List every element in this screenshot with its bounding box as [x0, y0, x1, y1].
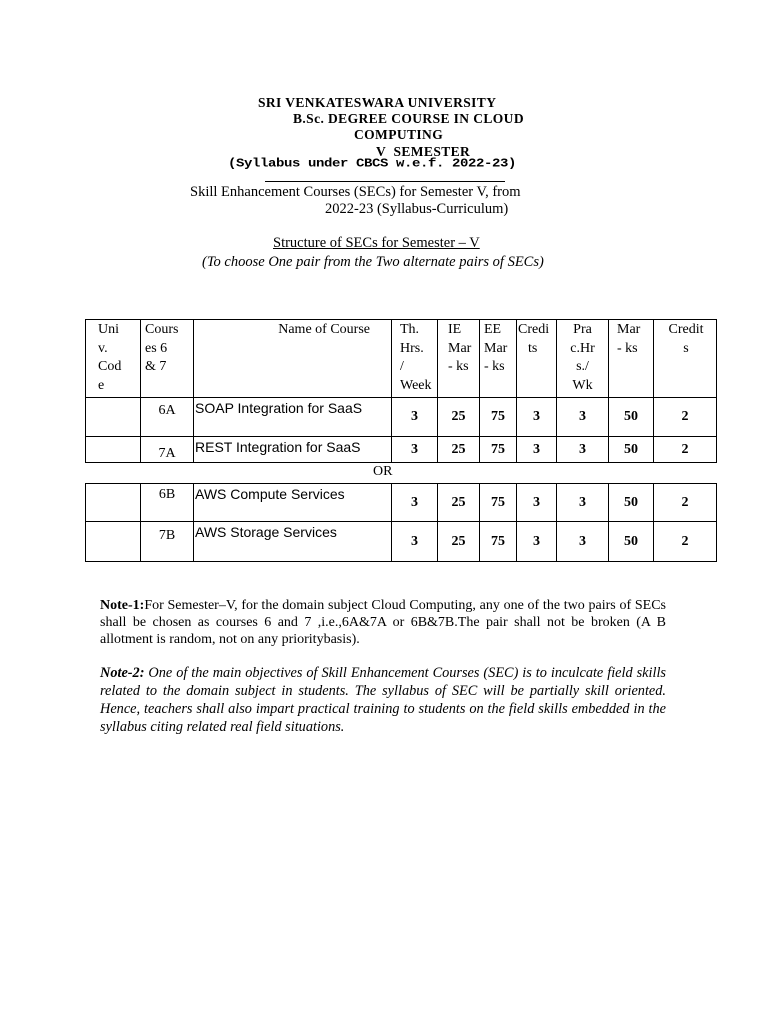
table-header-row: [86, 320, 717, 398]
note-2-text: One of the main objectives of Skill Enhancement Courses (SEC) is to inculcate field skills related to the domain subject in students. The syllabus of SEC will be partially skill oriented. Hence, teachers shall also impart practical training to students on the field skills embedded in the syllabus citing related real field situations.: [100, 665, 666, 735]
header-marks: Mar - ks: [609, 320, 654, 398]
credits-value: 3: [517, 522, 557, 562]
semester-title: V SEMESTER: [376, 144, 471, 159]
prac-hrs-value: 3: [557, 484, 609, 522]
marks-value: 50: [609, 484, 654, 522]
ee-marks-value: 75: [480, 398, 517, 437]
structure-title: Structure of SECs for Semester – V: [273, 235, 480, 251]
header-th-hrs: Th. Hrs. / Week: [392, 320, 438, 398]
credits-value: 3: [517, 398, 557, 437]
header-univ-code: Uni v. Cod e: [86, 320, 141, 398]
header-ie-marks: IE Mar - ks: [438, 320, 480, 398]
prac-credits-value: 2: [654, 437, 717, 463]
header-ee-marks: EE Mar - ks: [480, 320, 517, 398]
ee-marks-value: 75: [480, 522, 517, 562]
course-name: AWS Storage Services: [194, 522, 392, 562]
ie-marks-value: 25: [438, 484, 480, 522]
prac-hrs-value: 3: [557, 398, 609, 437]
header-rule: [265, 181, 505, 182]
th-hrs-value: 3: [392, 484, 438, 522]
ee-marks-value: 75: [480, 437, 517, 463]
course-name: REST Integration for SaaS: [194, 437, 392, 463]
marks-value: 50: [609, 522, 654, 562]
prac-credits-value: 2: [654, 484, 717, 522]
header-credits: Credi ts: [517, 320, 557, 398]
header-prac-hrs: Pra c.Hr s./ Wk: [557, 320, 609, 398]
sec-table-group-a: [85, 319, 717, 463]
intro-line2: 2022-23 (Syllabus-Curriculum): [325, 201, 509, 217]
th-hrs-value: 3: [392, 522, 438, 562]
structure-subtitle: (To choose One pair from the Two alternate pairs of SECs): [202, 254, 544, 270]
credits-value: 3: [517, 484, 557, 522]
th-hrs-value: 3: [392, 437, 438, 463]
course-code: 6A: [141, 398, 194, 437]
univ-code-cell: [86, 437, 141, 463]
note-1-text: For Semester–V, for the domain subject Cloud Computing, any one of the two pairs of SECs shall be chosen as courses 6 and 7 ,i.e.,6A&7A or 6B&7B.The pair shall not be broken (A B allotment is random, not on any prioritybasis).: [100, 598, 666, 647]
header-prac-credits: Credit s: [654, 320, 717, 398]
syllabus-note: (Syllabus under CBCS w.e.f. 2022-23): [228, 157, 517, 171]
course-name: SOAP Integration for SaaS: [194, 398, 392, 437]
header-course-name: Name of Course: [194, 320, 392, 398]
header-courses: Cours es 6 & 7: [141, 320, 194, 398]
note-2: [100, 664, 666, 736]
ee-marks-value: 75: [480, 484, 517, 522]
university-title: SRI VENKATESWARA UNIVERSITY: [258, 95, 497, 110]
note-2-label: Note-2:: [100, 665, 145, 681]
course-code: 7A: [141, 437, 194, 463]
credits-value: 3: [517, 437, 557, 463]
ie-marks-value: 25: [438, 437, 480, 463]
intro-line1: Skill Enhancement Courses (SECs) for Semester V, from: [190, 184, 521, 200]
marks-value: 50: [609, 398, 654, 437]
table-row: [86, 484, 717, 522]
prac-hrs-value: 3: [557, 437, 609, 463]
univ-code-cell: [86, 522, 141, 562]
table-row: [86, 522, 717, 562]
course-code: 7B: [141, 522, 194, 562]
note-1-label: Note-1:: [100, 598, 145, 613]
prac-credits-value: 2: [654, 522, 717, 562]
course-name: AWS Compute Services: [194, 484, 392, 522]
prac-hrs-value: 3: [557, 522, 609, 562]
ie-marks-value: 25: [438, 398, 480, 437]
univ-code-cell: [86, 484, 141, 522]
course-code: 6B: [141, 484, 194, 522]
course-title-line2: COMPUTING: [354, 127, 444, 142]
table-row: [86, 398, 717, 437]
univ-code-cell: [86, 398, 141, 437]
table-row: [86, 437, 717, 463]
note-1: [100, 597, 666, 648]
prac-credits-value: 2: [654, 398, 717, 437]
ie-marks-value: 25: [438, 522, 480, 562]
th-hrs-value: 3: [392, 398, 438, 437]
sec-table-group-b: [85, 483, 717, 562]
or-separator: OR: [373, 464, 393, 479]
course-title-line1: B.Sc. DEGREE COURSE IN CLOUD: [293, 111, 524, 126]
marks-value: 50: [609, 437, 654, 463]
